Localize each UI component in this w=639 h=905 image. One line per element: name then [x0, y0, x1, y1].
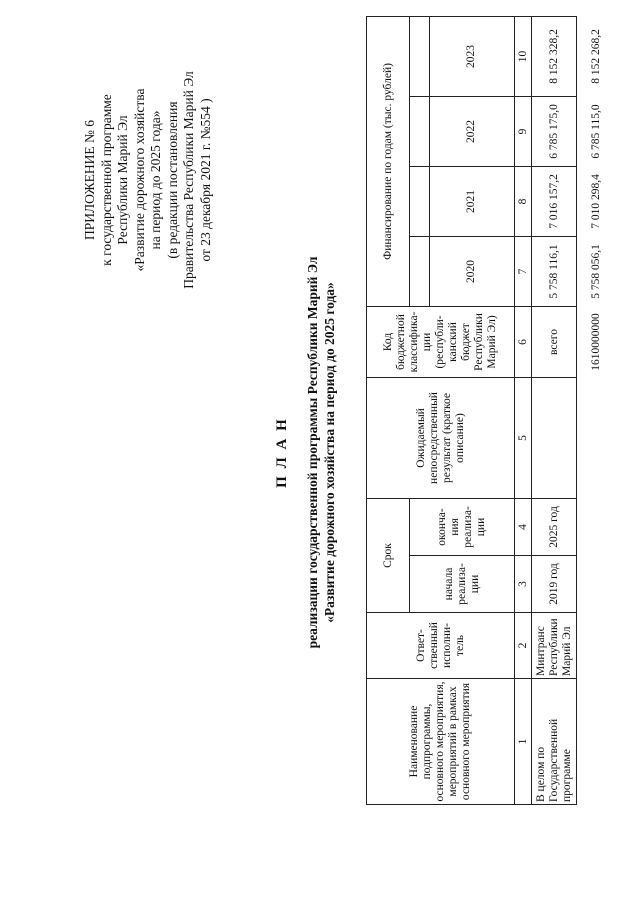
- column-number-row: [515, 16, 532, 804]
- row-executor: Минтранс Республики Марий Эл: [532, 613, 577, 679]
- plan-subtitle-line1: реализации государственной программы Республики Марий Эл: [305, 256, 320, 649]
- header-year-2020: 2020: [429, 236, 514, 306]
- column-number: 6: [515, 306, 532, 377]
- header-year-2023: 2023: [429, 16, 514, 96]
- column-number: 7: [515, 236, 532, 306]
- row-result: [532, 377, 577, 498]
- plan-subtitle-line2: «Развитие дорожного хозяйства на период до 2025 года»: [322, 282, 337, 623]
- column-number: 5: [515, 377, 532, 498]
- table-row: [577, 16, 616, 804]
- row-value-2020: 5 758 116,1: [532, 236, 577, 306]
- row-name: [577, 679, 616, 805]
- row-value-2021: 7 016 157,2: [532, 166, 577, 236]
- header-budget-code: Код бюджетной классифика-ции (республи-канский бюджет Республики Марий Эл): [367, 306, 515, 377]
- column-number: 2: [515, 613, 532, 679]
- table-row: [532, 16, 577, 804]
- appendix-line: к государственной программе: [98, 94, 114, 266]
- header-funding: Финансирование по годам (тыс. рублей): [367, 16, 410, 306]
- plan-title: П Л А Н: [274, 417, 290, 488]
- row-start: [577, 556, 616, 613]
- row-budget-code: 1610000000: [589, 313, 602, 371]
- row-value-2020: 5 758 056,1: [589, 244, 602, 299]
- row-start: 2019 год: [532, 556, 577, 613]
- header-year-2022: 2022: [429, 96, 514, 166]
- row-value-2021: 7 010 298,4: [589, 174, 602, 229]
- header-result: Ожидаемый непосредственный результат (краткое описание): [367, 377, 515, 498]
- row-value-2023: 8 152 268,2: [589, 29, 602, 84]
- header-term: Срок: [367, 498, 410, 612]
- header-name: Наименование подпрограммы, основного мероприятия, мероприятий в рамках основного мероприятия: [367, 679, 515, 805]
- column-number: 8: [515, 166, 532, 236]
- plan-table: [366, 16, 615, 805]
- column-number: 3: [515, 556, 532, 613]
- appendix-line: на период до 2025 года»: [148, 110, 163, 250]
- appendix-line: Республики Марий Эл: [115, 115, 130, 245]
- row-budget-code: всего: [532, 306, 577, 377]
- row-value-2022: 6 785 115,0: [589, 104, 602, 159]
- row-end: 2025 год: [532, 498, 577, 555]
- column-number: 4: [515, 498, 532, 555]
- appendix-line: Правительства Республики Марий Эл: [181, 71, 196, 289]
- row-value-2023: 8 152 328,2: [532, 16, 577, 96]
- column-number: 9: [515, 96, 532, 166]
- column-number: 1: [515, 679, 532, 805]
- appendix-line: (в редакции постановления: [164, 101, 180, 259]
- appendix-block: [82, 55, 214, 305]
- header-executor: Ответ-ственный исполни-тель: [367, 613, 515, 679]
- header-term-start: начала реализа-ции: [410, 556, 515, 613]
- row-end: [577, 498, 616, 555]
- header-year-2021: 2021: [429, 166, 514, 236]
- header-term-end: оконча-ния реализа-ции: [410, 498, 515, 555]
- appendix-line: ПРИЛОЖЕНИЕ № 6: [82, 119, 97, 241]
- row-value-2022: 6 785 175,0: [532, 96, 577, 166]
- row-executor: [577, 613, 616, 679]
- row-result: [577, 377, 616, 498]
- document-heading: [272, 0, 338, 905]
- row-name: В целом по Государственной программе: [532, 679, 577, 805]
- appendix-line: «Развитие дорожного хозяйства: [131, 88, 147, 272]
- column-number: 10: [515, 16, 532, 96]
- appendix-line: от 23 декабря 2021 г. №554 ): [197, 98, 213, 262]
